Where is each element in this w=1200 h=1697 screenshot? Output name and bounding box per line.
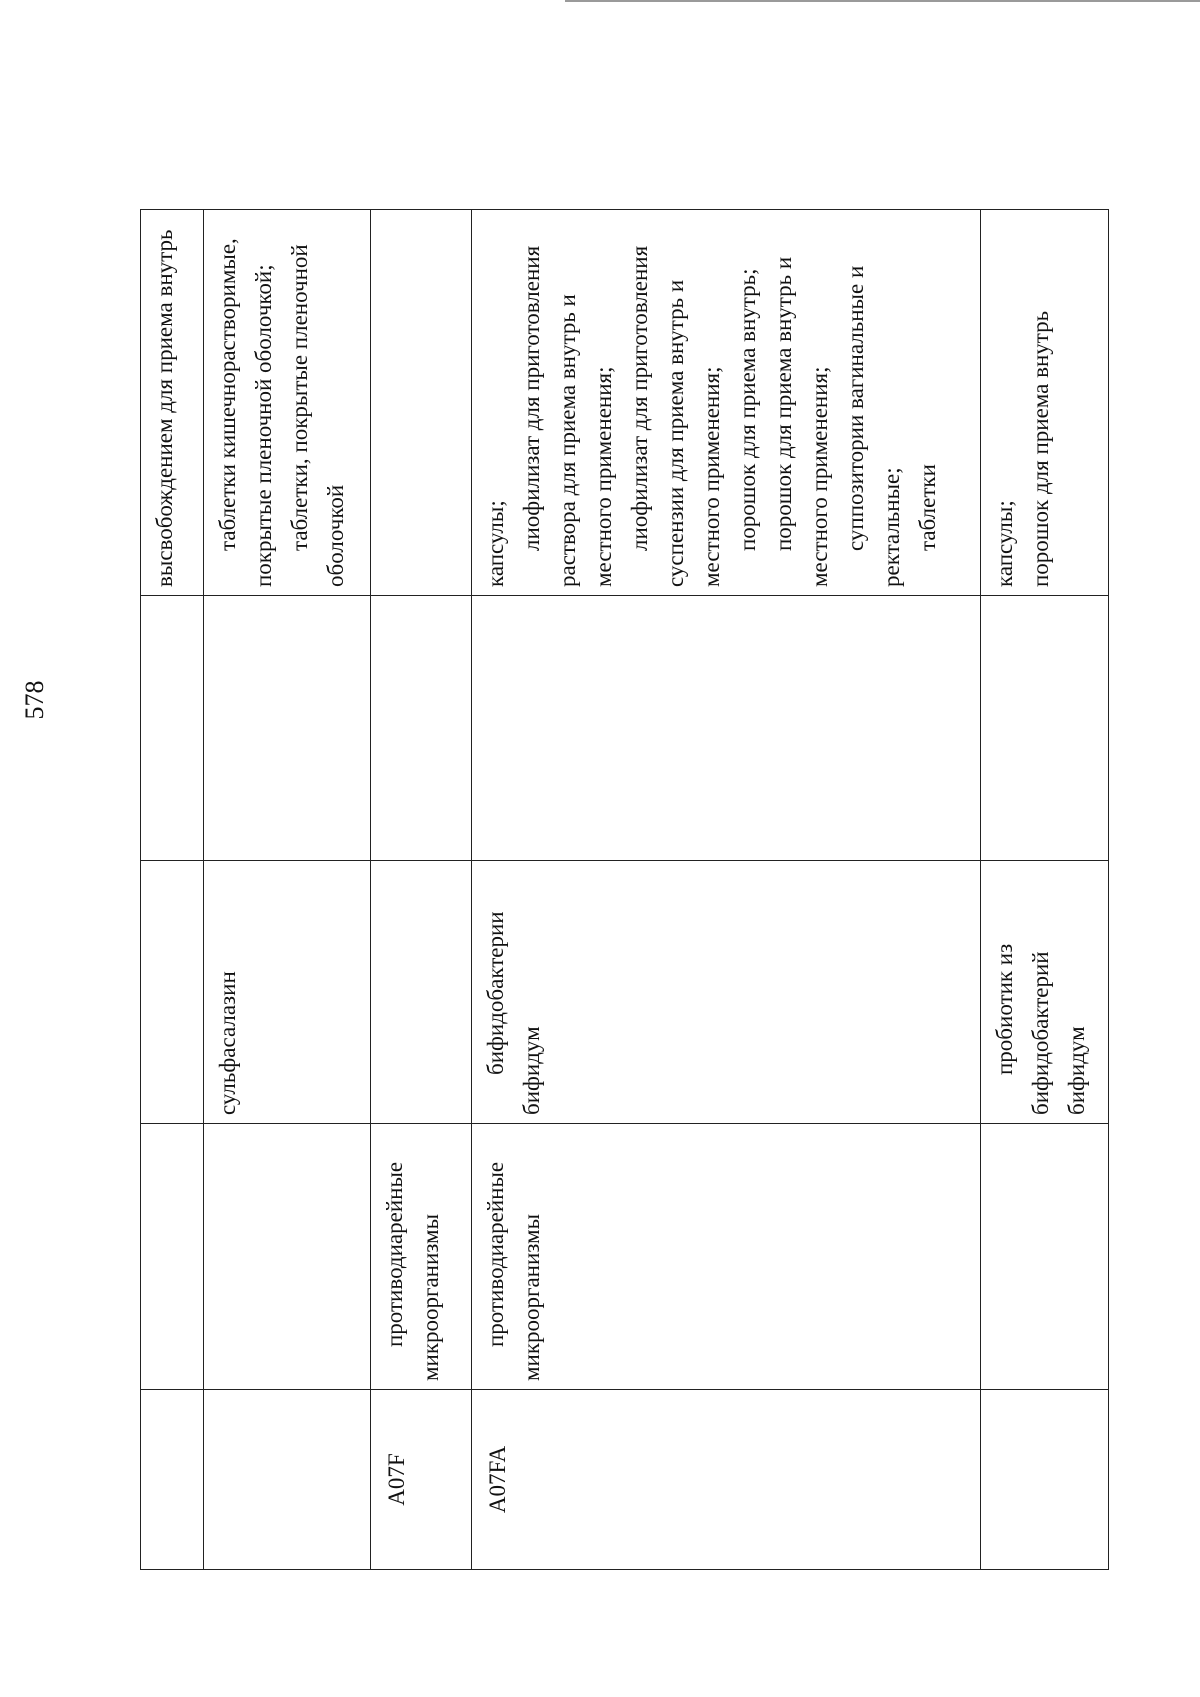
name-cell (472, 596, 981, 861)
form-cell (141, 210, 204, 596)
form-line: местного применения; (591, 366, 617, 587)
ingredient-cell (141, 861, 204, 1124)
table-row (204, 210, 370, 1570)
form-line: таблетки (915, 464, 941, 551)
form-cell (204, 210, 370, 596)
code-cell: A07FA (472, 1390, 981, 1570)
form-line: раствора для приема внутрь и (555, 294, 581, 587)
group-cell: противодиарейные микроорганизмы (370, 1124, 472, 1390)
form-line: оболочкой (323, 484, 349, 587)
form-line: капсулы; (483, 500, 509, 587)
form-line: таблетки, покрытые пленочной (287, 244, 313, 551)
group-cell: противодиарейные микроорганизмы (472, 1124, 981, 1390)
table-row (370, 210, 472, 1570)
form-line: местного применения; (699, 366, 725, 587)
rotated-page-content (20, 200, 1089, 1514)
table-row (141, 210, 204, 1570)
name-cell (141, 596, 204, 861)
ingredient-cell: бифидобактерии бифидум (472, 861, 981, 1124)
ingredient-cell: сульфасалазин (204, 861, 370, 1124)
code-cell: A07F (370, 1390, 472, 1570)
code-cell (141, 1390, 204, 1570)
form-line: лиофилизат для приготовления (627, 245, 653, 551)
group-cell (141, 1124, 204, 1390)
form-line: таблетки кишечнорастворимые, (215, 238, 241, 551)
ingredient-cell (370, 861, 472, 1124)
code-cell (204, 1390, 370, 1570)
table-row (472, 210, 981, 1570)
name-cell (204, 596, 370, 861)
form-cell (980, 210, 1108, 596)
form-line: местного применения; (807, 366, 833, 587)
form-line: капсулы; (991, 500, 1017, 587)
drug-table (140, 209, 1109, 1570)
page-number: 578 (20, 680, 49, 720)
form-line: порошок для приема внутрь (1027, 310, 1053, 587)
scan-edge-line (565, 0, 1200, 2)
form-cell (370, 210, 472, 596)
form-line: высвобождением для приема внутрь (152, 229, 177, 587)
table-row (980, 210, 1108, 1570)
form-line: лиофилизат для приготовления (519, 245, 545, 551)
form-line: суппозитории вагинальные и (843, 265, 869, 551)
form-line: порошок для приема внутрь и (771, 256, 797, 551)
form-line: суспензии для приема внутрь и (663, 279, 689, 587)
name-cell (980, 596, 1108, 861)
form-line: порошок для приема внутрь; (735, 268, 761, 551)
ingredient-cell: пробиотик из бифидобактерий бифидум (980, 861, 1108, 1124)
name-cell (370, 596, 472, 861)
group-cell (204, 1124, 370, 1390)
form-cell (472, 210, 981, 596)
form-line: покрытые пленочной оболочкой; (251, 264, 277, 587)
code-cell (980, 1390, 1108, 1570)
group-cell (980, 1124, 1108, 1390)
form-line: ректальные; (879, 467, 905, 587)
